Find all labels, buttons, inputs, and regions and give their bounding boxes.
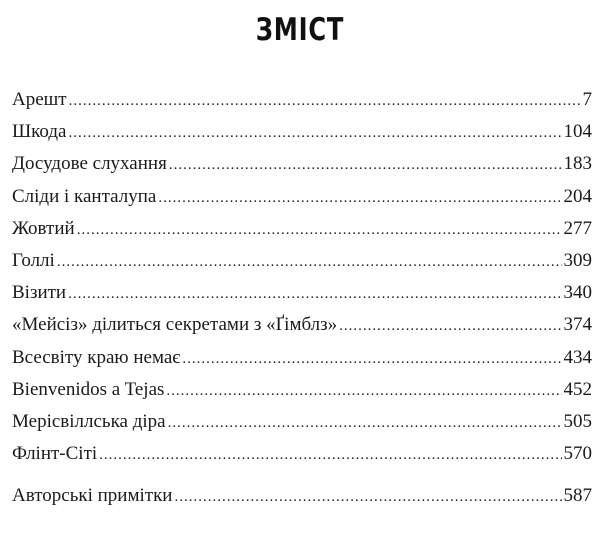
table-of-contents (12, 84, 592, 512)
toc-entry-title: Арешт (12, 89, 67, 110)
toc-entry[interactable] (12, 116, 592, 148)
toc-entry-notes[interactable] (12, 480, 592, 512)
toc-entry-title: Сліди і канталупа (12, 185, 157, 207)
toc-entry-page: 587 (563, 485, 592, 507)
toc-entry-page: 104 (563, 121, 592, 143)
toc-entry-page: 204 (563, 185, 592, 207)
toc-entry[interactable] (12, 342, 592, 374)
toc-entry-title: Жовтий (12, 217, 75, 239)
dot-leader (168, 407, 562, 439)
dot-leader (174, 481, 561, 513)
dot-leader (339, 310, 561, 342)
section-spacer (12, 470, 592, 480)
toc-entry-title: Авторські примітки (12, 485, 173, 507)
toc-entry-page: 434 (563, 346, 592, 368)
toc-entry-page: 277 (563, 217, 592, 239)
toc-entry[interactable] (12, 277, 592, 309)
toc-entry-title: Bienvenidos a Tejas (12, 378, 165, 400)
toc-entry-title: Голлі (12, 249, 55, 271)
toc-entry-page: 340 (563, 282, 592, 304)
dot-leader (158, 182, 561, 214)
toc-entry[interactable] (12, 438, 592, 470)
page-title: ЗМІСТ (255, 12, 345, 48)
toc-entry[interactable] (12, 374, 592, 406)
toc-entry[interactable] (12, 181, 592, 213)
toc-entry-title: Досудове слухання (12, 153, 167, 175)
toc-entry-page: 183 (563, 153, 592, 175)
toc-entry-page: 309 (563, 249, 592, 271)
dot-leader (69, 85, 581, 117)
dot-leader (57, 246, 562, 278)
toc-entry-title: Флінт-Сіті (12, 443, 98, 465)
toc-entry-title: Мерісвіллська діра (12, 410, 166, 432)
dot-leader (169, 149, 562, 181)
toc-entry[interactable] (12, 213, 592, 245)
toc-entry[interactable] (12, 84, 592, 116)
toc-entry[interactable] (12, 406, 592, 438)
toc-entry[interactable] (12, 148, 592, 180)
toc-entry-title: «Мейсіз» ділиться секретами з «Ґімблз» (12, 314, 338, 336)
toc-entry-page: 570 (563, 443, 592, 465)
toc-entry-title: Шкода (12, 121, 67, 143)
toc-entry-page: 374 (563, 314, 592, 336)
toc-entry[interactable] (12, 245, 592, 277)
toc-entry-page: 505 (563, 410, 592, 432)
toc-entry[interactable] (12, 309, 592, 341)
dot-leader (99, 439, 561, 471)
dot-leader (69, 117, 562, 149)
toc-entry-title: Всесвіту краю немає (12, 346, 181, 368)
toc-entry-page: 452 (563, 378, 592, 400)
dot-leader (77, 214, 562, 246)
toc-entry-page: 7 (582, 89, 592, 110)
toc-entry-title: Візити (12, 282, 67, 304)
dot-leader (166, 375, 561, 407)
dot-leader (182, 343, 561, 375)
dot-leader (68, 278, 561, 310)
